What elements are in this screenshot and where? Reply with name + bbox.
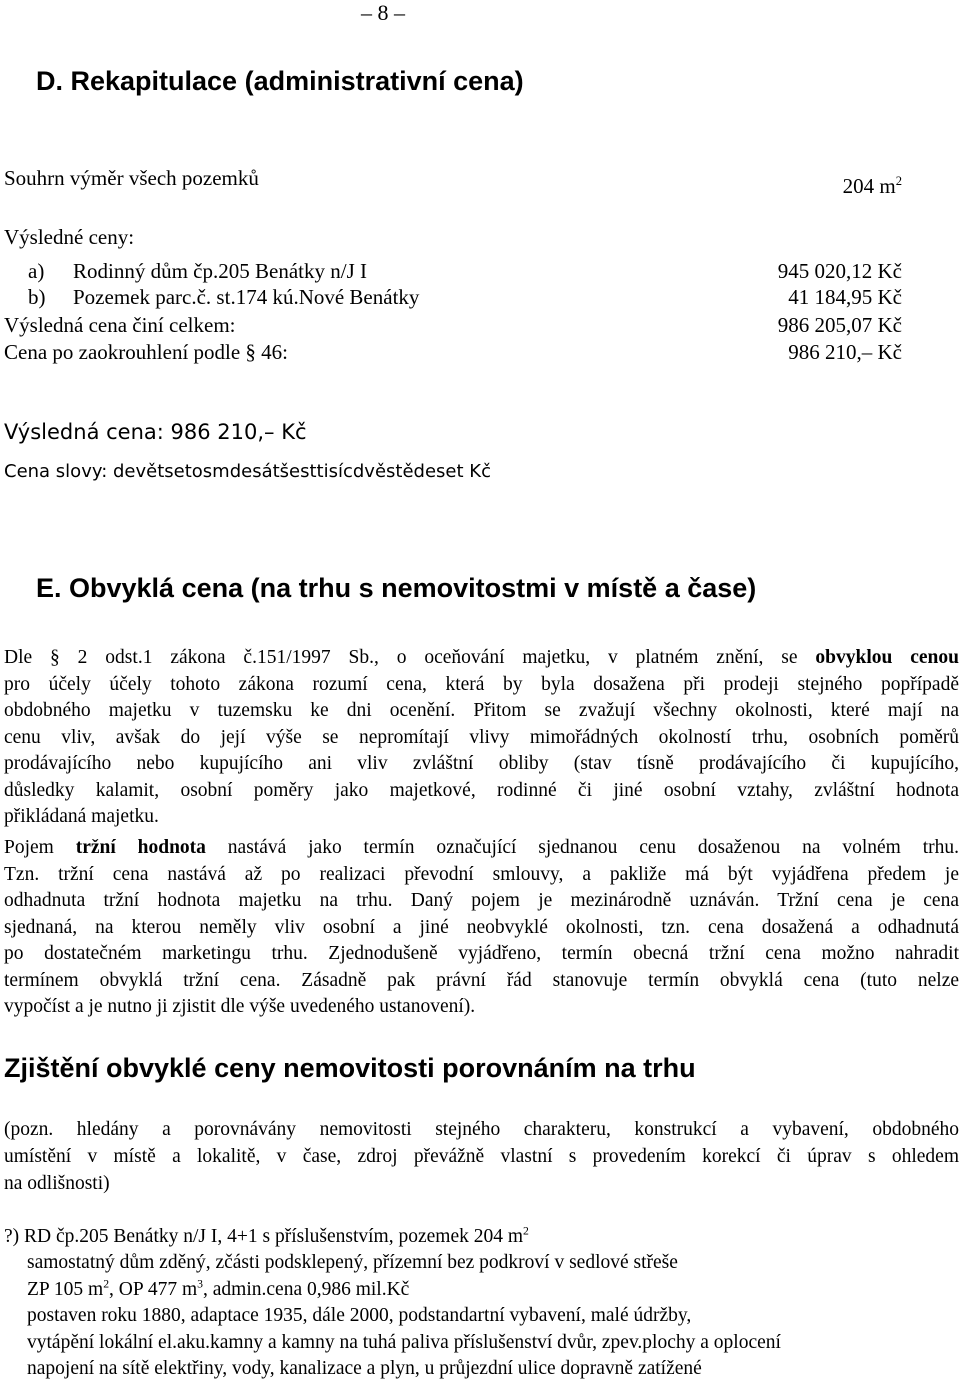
p2-line: Tzn. tržní cena nastává až po realizaci převodní smlouvy, a pakliže má být vyjádřena předem je	[4, 863, 959, 885]
item-b-marker: b)	[28, 285, 46, 309]
p2-line: Pojem tržní hodnota nastává jako termín označující sjednanou cenu dosaženou na volném trhu.	[4, 837, 959, 858]
p1-line: Dle § 2 odst.1 zákona č.151/1997 Sb., o oceňování majetku, v platném znění, se obvyklou cenou	[4, 647, 959, 668]
paragraph-obvykla-cena	[4, 645, 959, 831]
rd-detail-line: vytápění lokální el.aku.kamny a kamny na tuhá paliva příslušenství dvůr, zpev.plochy a oplocení	[27, 1331, 781, 1353]
rd-line: ?) RD čp.205 Benátky n/J I, 4+1 s příslušenstvím, pozemek 204 $m^2$	[4, 1224, 529, 1247]
vysledne-ceny-label: Výsledné ceny:	[4, 225, 135, 249]
p2-line: sjednaná, na kterou neměly vliv osobní a jiné neobvyklé okolnosti, tzn. cena dosažená a odhadnutá	[4, 916, 959, 938]
p2-line: termínem obvyklá tržní cena. Zásadně pak právní řád stanovuje termín obvyklá cena (tuto nelze	[4, 969, 959, 991]
zaokrouhleni-value: 986 210,– Kč	[788, 340, 902, 364]
item-b-value: 41 184,95 Kč	[788, 285, 902, 309]
paragraph-trzni-hodnota	[4, 835, 959, 1021]
p1-line: důsledky kalamit, osobní poměry jako majetkové, rodinné či jiné osobní vztahy, zvláštní hodnota	[4, 779, 959, 801]
rd-details	[27, 1250, 781, 1383]
section-e-title: E. Obvyklá cena (na trhu s nemovitostmi v místě a čase)	[36, 573, 757, 603]
souhrn-label: Souhrn výměr všech pozemků	[4, 166, 259, 190]
item-b-label: Pozemek parc.č. st.174 kú.Nové Benátky	[73, 285, 420, 309]
section-z-title: Zjištění obvyklé ceny nemovitosti porovnáním na trhu	[4, 1053, 696, 1083]
rd-detail-line: napojení na sítě elektřiny, vody, kanalizace a plyn, u průjezdní ulice dopravně zatížené	[27, 1358, 702, 1379]
cena-slovy: Cena slovy: devětsetosmdesátšesttisícdvěstědeset Kč	[4, 461, 491, 482]
p1-line: cenu vliv, avšak do její výše se nepromítají vlivy mimořádných okolností trhu, osobních poměrů	[4, 726, 959, 748]
p2-line: vypočíst a je nutno ji zjistit dle výše uvedeného ustanovení).	[4, 996, 476, 1017]
p1-line: obdobného majetku v tuzemsku ke dni ocenění. Přitom se zvažují všechny okolnosti, které mají na	[4, 700, 959, 721]
celkem-label: Výsledná cena činí celkem:	[4, 313, 236, 337]
rd-zp-op-line: ZP 105 $m^2$, OP 477 $m^3$, admin.cena 0,986 mil.Kč	[27, 1277, 410, 1300]
p1-line: přikládaná majetku.	[4, 806, 159, 827]
page-number: – 8 –	[361, 0, 405, 25]
rd-detail-line: postaven roku 1880, adaptace 1935, dále 2000, podstandartní vybavení, malé údržby,	[27, 1305, 692, 1326]
item-a-value: 945 020,12 Kč	[777, 259, 902, 283]
p2-line: odhadnuta tržní hodnota majetku na trhu. Daný pojem je mezinárodně uznáván. Tržní cena je cena	[4, 890, 959, 911]
souhrn-value: 204 $m^2$	[842, 174, 902, 198]
section-d-title: D. Rekapitulace (administrativní cena)	[36, 66, 524, 96]
rd-detail-line: samostatný dům zděný, zčásti podsklepený, přízemní bez podkroví v sedlové střeše	[27, 1252, 678, 1273]
zaokrouhleni-label: Cena po zaokrouhlení podle § 46:	[4, 340, 289, 364]
vysledna-cena: Výsledná cena: 986 210,– Kč	[4, 420, 307, 444]
note-paragraph	[4, 1116, 959, 1197]
note-line: na odlišnosti)	[4, 1173, 110, 1194]
note-line: (pozn. hledány a porovnávány nemovitosti stejného charakteru, konstrukcí a vybavení, obdobného	[4, 1119, 959, 1140]
celkem-value: 986 205,07 Kč	[777, 313, 902, 337]
p1-line: prodávajícího nebo kupujícího ani vliv zvláštní obliby (stav tísně prodávajícího či kupujícího,	[4, 753, 959, 774]
item-a-label: Rodinný dům čp.205 Benátky n/J I	[73, 259, 367, 283]
p1-line: pro účely účely tohoto zákona rozumí cena, která by byla dosažena při prodeji stejného popřípadě	[4, 673, 959, 695]
item-a-marker: a)	[28, 259, 45, 283]
note-line: umístění v místě a lokalitě, v čase, zdroj převážně vlastní s provedením korekcí či úprav s ohledem	[4, 1146, 959, 1167]
p2-line: po dostatečném marketingu trhu. Zjednodušeně vyjádřeno, termín obecná tržní cena možno nahradit	[4, 943, 959, 964]
